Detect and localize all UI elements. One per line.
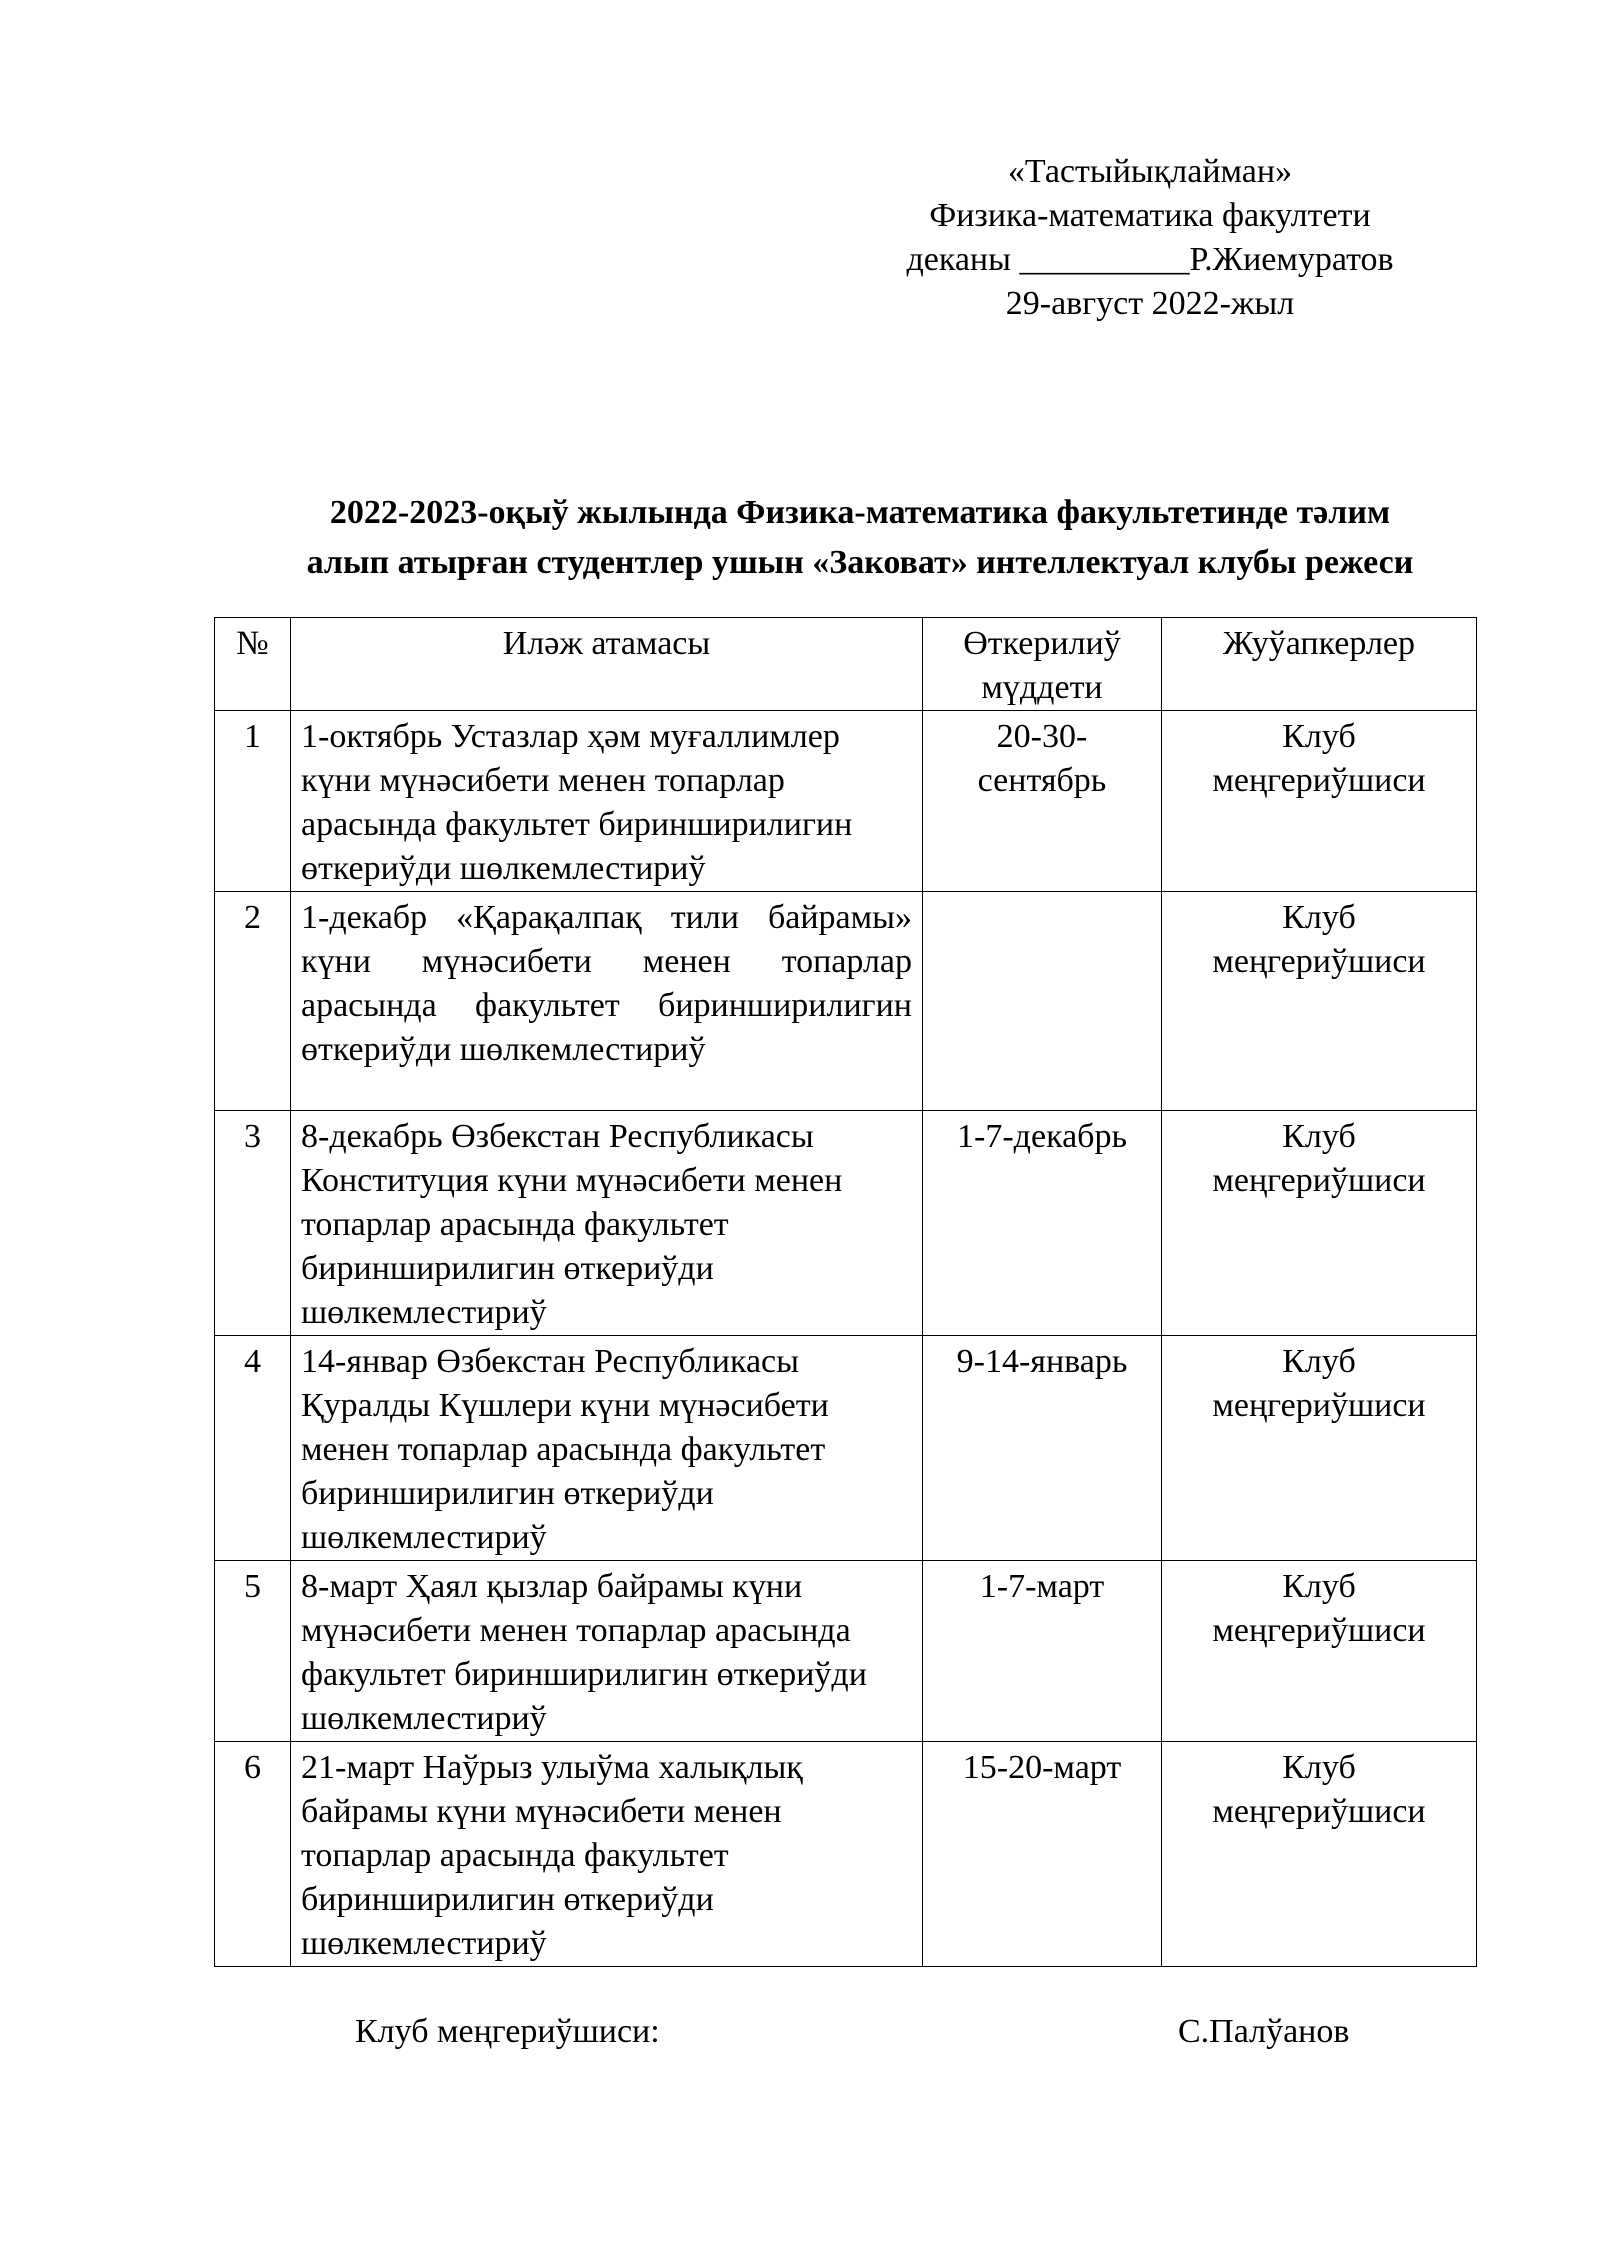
row-date: 1-7-март (923, 1561, 1162, 1742)
table-row (215, 1111, 1477, 1336)
table-header-row (215, 618, 1477, 711)
row-event-name: 14-январ Өзбекстан Республикасы Қуралды Күшлери күни мүнәсибети менен топарлар арасында факультет биринширилигин өткериўди шөлкемлестириў (291, 1336, 923, 1561)
events-table (214, 617, 1477, 1967)
row-number: 5 (215, 1561, 291, 1742)
document-title (215, 488, 1505, 588)
header-no: № (215, 618, 291, 711)
row-number: 6 (215, 1742, 291, 1967)
table-row (215, 711, 1477, 892)
row-responsible: Клуб меңгериўшиси (1162, 892, 1477, 1111)
row-date (923, 892, 1162, 1111)
table-row (215, 892, 1477, 1111)
row-responsible: Клуб меңгериўшиси (1162, 1742, 1477, 1967)
row-date: 15-20-март (923, 1742, 1162, 1967)
row-event-name: 21-март Наўрыз улыўма халықлық байрамы күни мүнәсибети менен топарлар арасында факультет биринширилигин өткериўди шөлкемлестириў (291, 1742, 923, 1967)
row-event-name: 8-март Ҳаял қызлар байрамы күни мүнәсибети менен топарлар арасында факультет биринширилигин өткериўди шөлкемлестириў (291, 1561, 923, 1742)
table-row (215, 1561, 1477, 1742)
approval-dean: деканы __________Р.Жиемуратов (906, 241, 1394, 278)
header-date: Өткерилиў мүддети (923, 618, 1162, 711)
table-row (215, 1336, 1477, 1561)
title-line-1: 2022-2023-оқыў жылында Физика-математика факультетинде тәлим (329, 494, 1391, 531)
row-date: 1-7-декабрь (923, 1111, 1162, 1336)
row-number: 3 (215, 1111, 291, 1336)
row-event-name: 8-декабрь Өзбекстан Республикасы Конституция күни мүнәсибети менен топарлар арасында факультет биринширилигин өткериўди шөлкемлестириў (291, 1111, 923, 1336)
footer-signatory: С.Палўанов (1178, 2013, 1350, 2050)
row-responsible: Клуб меңгериўшиси (1162, 1561, 1477, 1742)
row-responsible: Клуб меңгериўшиси (1162, 1336, 1477, 1561)
row-responsible: Клуб меңгериўшиси (1162, 711, 1477, 892)
row-responsible: Клуб меңгериўшиси (1162, 1111, 1477, 1336)
row-number: 2 (215, 892, 291, 1111)
table-row (215, 1742, 1477, 1967)
row-number: 4 (215, 1336, 291, 1561)
header-responsible: Жуўапкерлер (1162, 618, 1477, 711)
title-line-2: алып атырған студентлер ушын «Заковат» интеллектуал клубы режеси (306, 544, 1414, 581)
header-event-name: Иләж атамасы (291, 618, 923, 711)
approval-faculty: Физика-математика факултети (929, 197, 1371, 234)
approval-heading: «Тастыйықлайман» (1007, 153, 1293, 190)
row-number: 1 (215, 711, 291, 892)
approval-block (860, 150, 1440, 326)
row-event-name: 1-декабр «Қарақалпақ тили байрамы» күни мүнәсибети менен топарлар арасында факультет биринширилигин өткериўди шөлкемлестириў (291, 892, 923, 1111)
row-date: 20-30-сентябрь (923, 711, 1162, 892)
footer-role: Клуб меңгериўшиси: (355, 2013, 660, 2050)
row-date: 9-14-январь (923, 1336, 1162, 1561)
approval-date: 29-август 2022-жыл (1005, 285, 1295, 322)
row-event-name: 1-октябрь Устазлар ҳәм муғаллимлер күни мүнәсибети менен топарлар арасында факультет биринширилигин өткериўди шөлкемлестириў (291, 711, 923, 892)
